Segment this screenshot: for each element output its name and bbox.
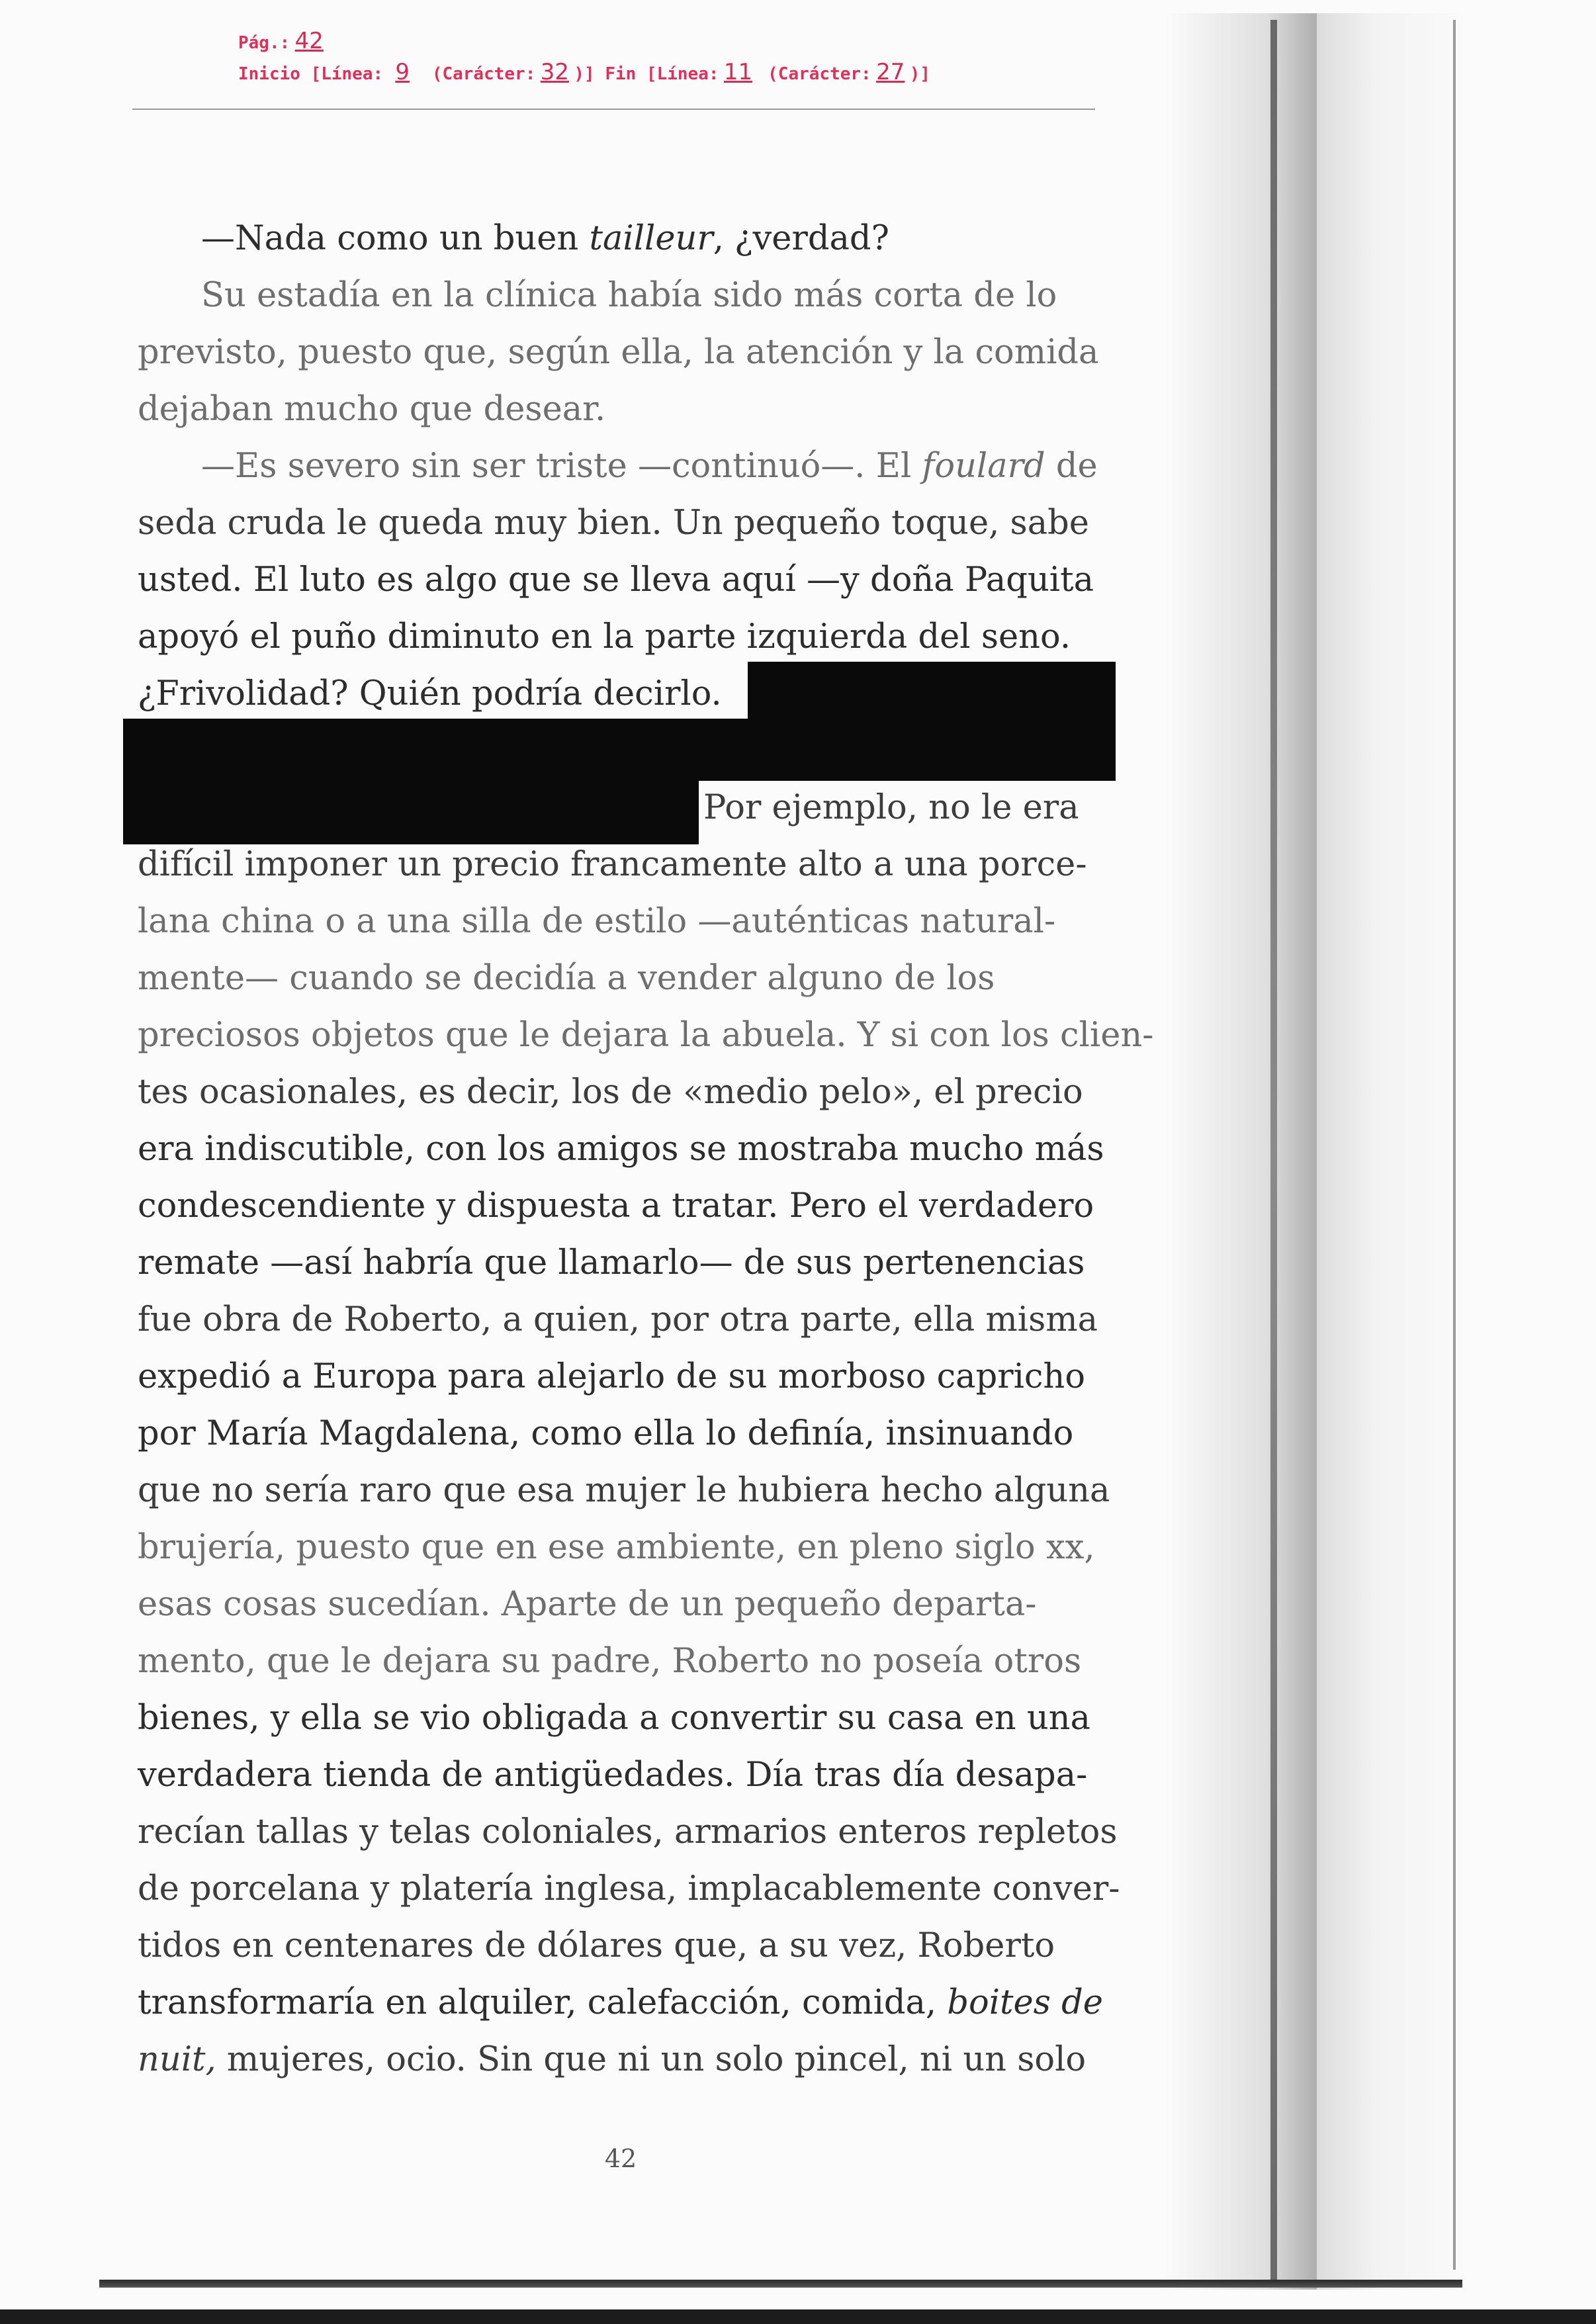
text-line: usted. El luto es algo que se lleva aquí —y doña Paquita bbox=[138, 560, 1094, 600]
stamp-start-char: 32 bbox=[540, 59, 569, 85]
stamp-page-label: Pág.: bbox=[238, 33, 290, 53]
redaction-block bbox=[748, 662, 1116, 719]
text-line: transformaría en alquiler, calefacción, comida, boites de bbox=[138, 1983, 1103, 2022]
stamp-close: )] bbox=[909, 64, 931, 84]
text-line: esas cosas sucedían. Aparte de un pequeño departa- bbox=[138, 1585, 1037, 1624]
text-line: tidos en centenares de dólares que, a su vez, Roberto bbox=[138, 1926, 1055, 1965]
page-edge-line bbox=[1453, 20, 1456, 2270]
text-line: apoyó el puño diminuto en la parte izquierda del seno. bbox=[138, 617, 1071, 656]
text-line: ¿Frivolidad? Quién podría decirlo. bbox=[138, 674, 722, 713]
text-line: difícil imponer un precio francamente alto a una porce- bbox=[138, 845, 1087, 884]
bottom-edge-shadow bbox=[99, 2280, 1462, 2288]
text-line: tes ocasionales, es decir, los de «medio pelo», el precio bbox=[138, 1073, 1083, 1112]
header-rule bbox=[132, 109, 1095, 110]
text-line: mente— cuando se decidía a vender alguno de los bbox=[138, 959, 995, 998]
text-line: remate —así habría que llamarlo— de sus pertenencias bbox=[138, 1243, 1085, 1282]
stamp-end-char: 27 bbox=[876, 59, 905, 85]
text-line: verdadera tienda de antigüedades. Día tras día desapa- bbox=[138, 1756, 1088, 1795]
text-line: mento, que le dejara su padre, Roberto no poseía otros bbox=[138, 1642, 1082, 1681]
stamp-page-value: 42 bbox=[294, 28, 324, 54]
text-line: expedió a Europa para alejarlo de su morboso capricho bbox=[138, 1357, 1086, 1396]
stamp-start-line: 9 bbox=[395, 59, 410, 85]
text-line: por María Magdalena, como ella lo definía, insinuando bbox=[138, 1414, 1074, 1453]
text-line: dejaban mucho que desear. bbox=[138, 390, 606, 429]
text-line: bienes, y ella se vio obligada a convertir su casa en una bbox=[138, 1699, 1090, 1738]
page-number: 42 bbox=[604, 2144, 637, 2173]
text-line: condescendiente y dispuesta a tratar. Pero el verdadero bbox=[138, 1186, 1094, 1226]
facing-page-edge bbox=[1317, 13, 1462, 2290]
text-line: preciosos objetos que le dejara la abuela. Y si con los clien- bbox=[138, 1016, 1154, 1055]
stamp-end-line: 11 bbox=[723, 59, 753, 85]
stamp-start-char-label: (Carácter: bbox=[431, 64, 536, 84]
text-line: que no sería raro que esa mujer le hubiera hecho alguna bbox=[138, 1471, 1110, 1510]
text-line: lana china o a una silla de estilo —auténticas natural- bbox=[138, 902, 1056, 941]
text-line: fue obra de Roberto, a quien, por otra parte, ella misma bbox=[138, 1300, 1098, 1339]
page-stamp bbox=[238, 26, 930, 89]
text-line: brujería, puesto que en ese ambiente, en pleno siglo xx, bbox=[138, 1528, 1095, 1567]
stamp-end-label: )] Fin [Línea: bbox=[574, 64, 719, 84]
text-line: de porcelana y platería inglesa, implacablemente conver- bbox=[138, 1869, 1120, 1908]
text-line: Su estadía en la clínica había sido más corta de lo bbox=[201, 276, 1057, 315]
text-line: —Nada como un buen tailleur , ¿verdad? bbox=[201, 219, 889, 258]
book-spine bbox=[1270, 20, 1277, 2283]
text-line: previsto, puesto que, según ella, la atención y la comida bbox=[138, 333, 1099, 372]
stamp-range-row bbox=[238, 58, 930, 89]
body-text bbox=[138, 210, 1154, 2088]
text-line: era indiscutible, con los amigos se mostraba mucho más bbox=[138, 1130, 1104, 1169]
stamp-end-char-label: (Carácter: bbox=[768, 64, 871, 84]
redaction-block bbox=[123, 719, 1116, 781]
text-line: seda cruda le queda muy bien. Un pequeño toque, sabe bbox=[138, 504, 1089, 543]
text-line: recían tallas y telas coloniales, armarios enteros repletos bbox=[138, 1812, 1118, 1852]
text-line: —Es severo sin ser triste —continuó—. El foulard de bbox=[201, 447, 1098, 486]
stamp-start-label: Inicio [Línea: bbox=[238, 64, 384, 84]
scanner-bottom-band bbox=[0, 2309, 1596, 2324]
redaction-block bbox=[123, 781, 699, 844]
text-line: nuit, mujeres, ocio. Sin que ni un solo pincel, ni un solo bbox=[138, 2040, 1086, 2079]
text-line: Por ejemplo, no le era bbox=[703, 788, 1079, 827]
stamp-page-row bbox=[238, 26, 930, 58]
